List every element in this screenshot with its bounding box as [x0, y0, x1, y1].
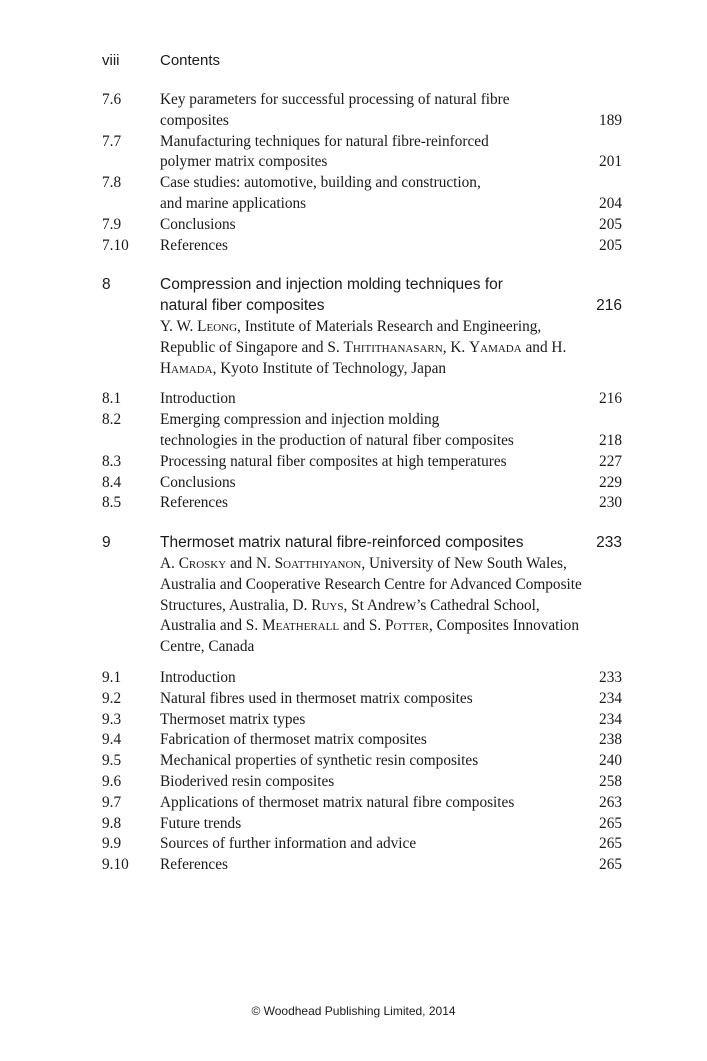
section-number: 8.5 [102, 494, 122, 512]
section-number: 9.7 [102, 793, 122, 811]
page-number: 216 [599, 390, 622, 408]
section-number: 7.8 [102, 174, 122, 192]
section-title: Thermoset matrix types [160, 710, 306, 728]
author-surname: Meatherall [261, 617, 340, 635]
section-title: Fabrication of thermoset matrix composites [160, 731, 427, 749]
author-separator: , K. [442, 338, 470, 356]
chapter-authors [160, 554, 590, 658]
copyright-footer: © Woodhead Publishing Limited, 2014 [251, 1004, 456, 1018]
toc-entry[interactable] [102, 772, 622, 793]
section-number: 9.3 [102, 710, 122, 728]
page-number: 227 [599, 452, 622, 470]
toc-entry[interactable] [102, 751, 622, 772]
section-title: Applications of thermoset matrix natural fibre composites [160, 793, 515, 811]
chapter-authors [160, 317, 590, 379]
toc-entry[interactable] [102, 452, 622, 473]
section-number: 8.2 [102, 411, 122, 429]
toc-entry[interactable] [102, 410, 622, 452]
page-number: 201 [599, 153, 622, 171]
author-surname: Soatthiyanon [274, 554, 362, 572]
section-title-line: composites [160, 111, 229, 129]
toc-entry[interactable] [102, 493, 622, 514]
author-initials: Y. W. [160, 317, 198, 335]
chapter-page-number: 216 [596, 297, 622, 315]
author-initials: A. [160, 554, 179, 572]
section-title: Processing natural fiber composites at high temperatures [160, 452, 507, 470]
author-affiliation: , St Andrew’s Cathedral School, Australia and S. [160, 596, 540, 635]
section-title [160, 173, 582, 215]
section-list-7 [102, 90, 622, 256]
toc-entry[interactable] [102, 710, 622, 731]
toc-entry[interactable] [102, 793, 622, 814]
section-title-line: polymer matrix composites [160, 153, 328, 171]
page-number: 204 [599, 194, 622, 212]
section-title: Future trends [160, 814, 242, 832]
section-title: Introduction [160, 668, 236, 686]
chapter-page-number: 233 [596, 534, 622, 552]
section-number: 9.4 [102, 731, 122, 749]
running-header-title: Contents [160, 52, 221, 69]
page-number: 189 [599, 111, 622, 129]
toc-entry[interactable] [102, 90, 622, 132]
author-separator: and N. [226, 554, 275, 572]
chapter-title-line: natural fiber composites [160, 297, 325, 315]
section-title: Sources of further information and advice [160, 835, 417, 853]
section-title-line: Case studies: automotive, building and construction, [160, 174, 481, 192]
page-number: 229 [599, 473, 622, 491]
page-number: 265 [599, 814, 622, 832]
toc-entry[interactable] [102, 689, 622, 710]
toc-entry[interactable] [102, 236, 622, 257]
section-number: 9.10 [102, 856, 129, 874]
page-number: 265 [599, 856, 622, 874]
author-surname: Hamada [160, 359, 213, 377]
section-title-line: and marine applications [160, 194, 307, 212]
page-number: 234 [599, 710, 622, 728]
page-number: 265 [599, 835, 622, 853]
section-number: 8.4 [102, 473, 122, 491]
section-title: Bioderived resin composites [160, 772, 335, 790]
section-title-line: Manufacturing techniques for natural fibre-reinforced [160, 132, 489, 150]
section-number: 9.9 [102, 835, 122, 853]
section-title [160, 132, 582, 174]
toc-entry[interactable] [102, 855, 622, 876]
page-number: 263 [599, 793, 622, 811]
section-title: Conclusions [160, 473, 236, 491]
chapter-number: 8 [102, 276, 111, 294]
section-title: Conclusions [160, 215, 236, 233]
toc-entry[interactable] [102, 730, 622, 751]
section-title-line: technologies in the production of natural fiber composites [160, 431, 514, 449]
page-number: 238 [599, 731, 622, 749]
section-number: 9.1 [102, 668, 122, 686]
toc-entry[interactable] [102, 173, 622, 215]
page-number: 230 [599, 494, 622, 512]
section-number: 9.8 [102, 814, 122, 832]
page-number: 205 [599, 215, 622, 233]
author-surname: Thitithanasarn [343, 338, 443, 356]
toc-entry[interactable] [102, 389, 622, 410]
page-number: 233 [599, 668, 622, 686]
section-title: References [160, 236, 228, 254]
table-of-contents [102, 90, 622, 876]
section-number: 9.5 [102, 752, 122, 770]
toc-entry[interactable] [102, 834, 622, 855]
section-title: References [160, 856, 228, 874]
section-list-9 [102, 668, 622, 876]
section-title-line: Key parameters for successful processing of natural fibre [160, 91, 510, 108]
toc-entry[interactable] [102, 132, 622, 174]
chapter-heading-8[interactable] [102, 275, 622, 317]
section-number: 9.2 [102, 689, 122, 707]
author-affiliation: , Institute of Materials Research and Engineering, Republic of Singapore and S. [160, 317, 542, 356]
author-separator: and S. [339, 617, 386, 635]
section-title: Mechanical properties of synthetic resin composites [160, 752, 479, 770]
page-number: 205 [599, 236, 622, 254]
section-title [160, 410, 582, 452]
section-list-8 [102, 389, 622, 514]
author-separator: and H. [521, 338, 567, 356]
section-title [160, 90, 582, 132]
section-title: Natural fibres used in thermoset matrix composites [160, 689, 473, 707]
page-number: 218 [599, 431, 622, 449]
section-number: 7.9 [102, 215, 122, 233]
page-number: 240 [599, 752, 622, 770]
chapter-title-line: Compression and injection molding techniques for [160, 276, 503, 294]
section-title: Introduction [160, 390, 236, 408]
section-number: 8.3 [102, 452, 122, 470]
section-number: 8.1 [102, 390, 122, 408]
section-number: 7.10 [102, 236, 129, 254]
page-number: 258 [599, 772, 622, 790]
author-affiliation: , Composites Innovation Centre, Canada [160, 617, 579, 656]
toc-entry[interactable] [102, 215, 622, 236]
author-affiliation: , Kyoto Institute of Technology, Japan [212, 359, 447, 377]
section-number: 7.7 [102, 132, 122, 150]
chapter-title: Thermoset matrix natural fibre-reinforced composites [160, 534, 524, 552]
section-title-line: Emerging compression and injection molding [160, 411, 440, 429]
author-surname: Potter [385, 617, 429, 635]
chapter-heading-9[interactable] [102, 533, 622, 554]
toc-entry[interactable] [102, 814, 622, 835]
author-surname: Leong [197, 317, 238, 335]
author-surname: Crosky [178, 554, 227, 572]
running-header [102, 52, 220, 69]
author-affiliation: , University of New South Wales, Australia and Cooperative Research Centre for Advanced Composite Structures, Australia, D. [160, 554, 582, 614]
section-number: 7.6 [102, 91, 122, 108]
toc-entry[interactable] [102, 473, 622, 494]
section-title: References [160, 494, 228, 512]
section-number: 9.6 [102, 772, 122, 790]
page-number-roman: viii [102, 52, 120, 69]
chapter-title [160, 275, 582, 317]
author-surname: Yamada [469, 338, 522, 356]
author-surname: Ruys [311, 596, 344, 614]
toc-entry[interactable] [102, 668, 622, 689]
chapter-number: 9 [102, 534, 111, 552]
page-number: 234 [599, 689, 622, 707]
